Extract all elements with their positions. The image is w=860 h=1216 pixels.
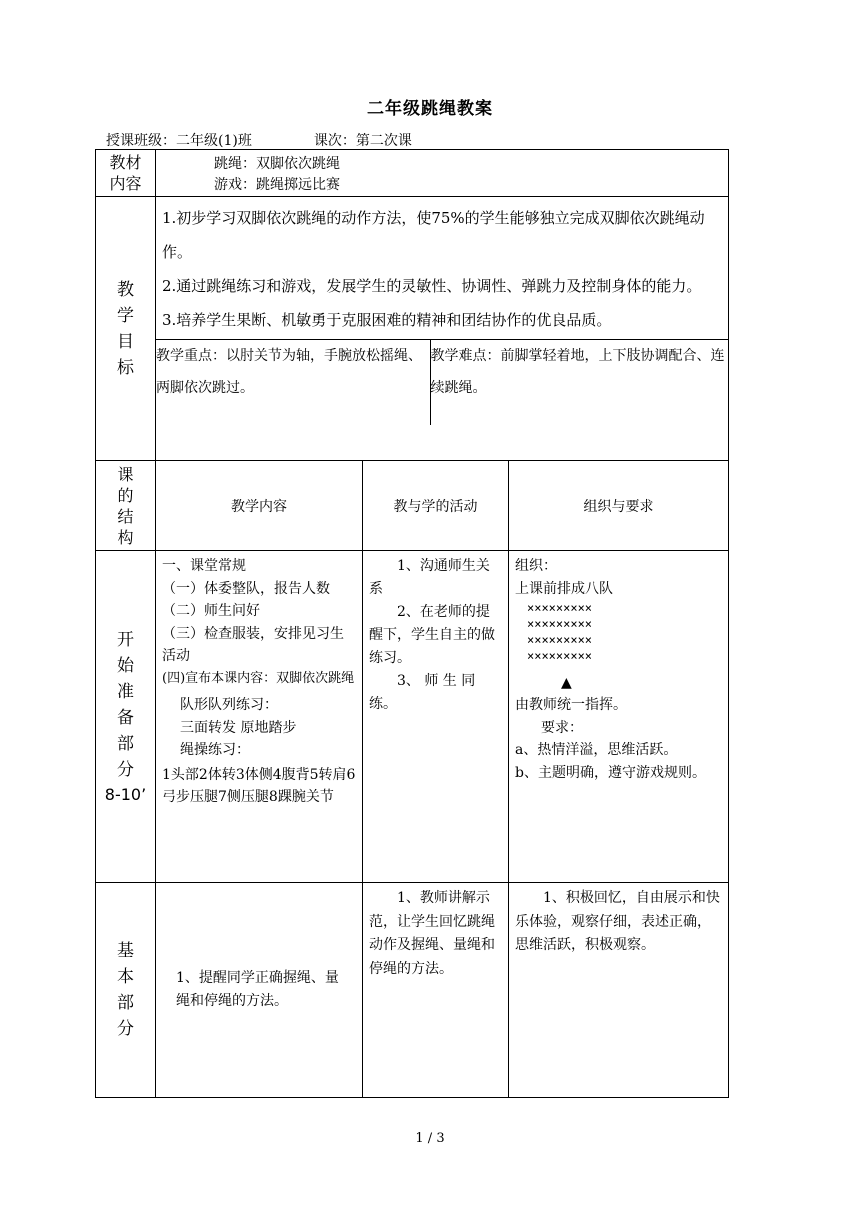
lesson-plan-table bbox=[95, 149, 729, 1098]
content-header: 教学内容 bbox=[156, 461, 363, 551]
goals-label-cell bbox=[96, 197, 156, 461]
class-info: 授课班级：二年级(1)班 bbox=[106, 133, 252, 149]
teacher-marker-icon: ▲ bbox=[561, 675, 572, 691]
requirement-b: b、主题明确，遵守游戏规则。 bbox=[515, 764, 706, 781]
start-content-line: 三面转发 原地踏步 bbox=[180, 719, 297, 736]
goal-item-1: 1.初步学习双脚依次跳绳的动作方法，使75%的学生能够独立完成双脚依次跳绳动作。 bbox=[162, 209, 705, 261]
start-activity-line: 3、 师 生 同练。 bbox=[369, 673, 476, 712]
start-content-line: （三）检查服装，安排见习生活动 bbox=[162, 625, 344, 664]
start-label-cell bbox=[96, 551, 156, 883]
document-title: 二年级跳绳教案 bbox=[367, 99, 493, 119]
formation-row: ××××××××× bbox=[527, 617, 593, 631]
start-content-line: 1头部2体转3体侧4腹背5转肩6弓步压腿7侧压腿8踝腕关节 bbox=[162, 766, 356, 805]
basic-organization: 1、积极回忆，自由展示和快乐体验，观察仔细，表述正确，思维活跃，积极观察。 bbox=[509, 883, 729, 1098]
start-content-line: 队形队列练习： bbox=[180, 697, 278, 713]
start-organization-cell bbox=[509, 551, 729, 883]
start-content-line: （一）体委整队，报告人数 bbox=[162, 580, 330, 597]
start-time: 8-10’ bbox=[104, 784, 147, 804]
material-line-2: 游戏：跳绳掷远比赛 bbox=[214, 177, 340, 193]
command-text: 由教师统一指挥。 bbox=[515, 697, 627, 713]
goals-label: 教学目标 bbox=[117, 279, 134, 378]
org-label: 组织： bbox=[515, 558, 557, 574]
organization-header: 组织与要求 bbox=[509, 461, 729, 551]
lesson-meta bbox=[106, 130, 412, 150]
start-content-cell bbox=[156, 551, 363, 883]
formation-label: 上课前排成八队 bbox=[515, 580, 613, 597]
start-content-line: 绳操练习： bbox=[180, 742, 250, 758]
materials-label: 教材内容 bbox=[109, 153, 142, 193]
goal-item-2: 2.通过跳绳练习和游戏，发展学生的灵敏性、协调性、弹跳力及控制身体的能力。 bbox=[162, 277, 702, 295]
structure-header: 课的结构 bbox=[117, 464, 134, 547]
goals-cell bbox=[156, 197, 729, 461]
difficulty: 教学难点：前脚掌轻着地，上下肢协调配合、连续跳绳。 bbox=[430, 340, 728, 426]
goal-item-3: 3.培养学生果断、机敏勇于克服困难的精神和团结协作的优良品质。 bbox=[162, 311, 612, 329]
activity-header: 教与学的活动 bbox=[363, 461, 509, 551]
lesson-number: 课次：第二次课 bbox=[313, 133, 412, 149]
formation-row: ××××××××× bbox=[527, 601, 593, 615]
formation-row: ××××××××× bbox=[527, 633, 593, 647]
announce-label: (四)宣布本课内容： bbox=[162, 670, 277, 686]
key-point: 教学重点：以肘关节为轴，手腕放松摇绳、两脚依次跳过。 bbox=[156, 348, 422, 396]
announce-topic: 双脚依次跳绳 bbox=[276, 670, 355, 686]
page-number: 1 / 3 bbox=[415, 1131, 445, 1146]
key-difficulty-table bbox=[156, 339, 728, 425]
start-activity-cell bbox=[363, 551, 509, 883]
start-label: 开始准备部分 bbox=[117, 629, 134, 780]
start-content-line: 一、课堂常规 bbox=[162, 558, 246, 574]
start-activity-line: 1、沟通师生关系 bbox=[369, 558, 490, 597]
start-content-line: （二）师生问好 bbox=[162, 603, 260, 619]
basic-content: 1、提醒同学正确握绳、量绳和停绳的方法。 bbox=[156, 883, 363, 1098]
start-activity-line: 2、在老师的提醒下，学生自主的做练习。 bbox=[369, 604, 495, 666]
materials-cell bbox=[156, 150, 729, 197]
basic-activity: 1、教师讲解示范，让学生回忆跳绳动作及握绳、量绳和停绳的方法。 bbox=[363, 883, 509, 1098]
requirement-a: a、热情洋溢，思维活跃。 bbox=[515, 742, 678, 758]
formation-row: ××××××××× bbox=[527, 649, 593, 663]
basic-label-cell bbox=[96, 883, 156, 1098]
structure-header-cell bbox=[96, 461, 156, 551]
basic-label: 基本部分 bbox=[117, 941, 134, 1039]
start-content-line bbox=[162, 668, 356, 691]
material-line-1: 跳绳：双脚依次跳绳 bbox=[214, 156, 340, 172]
materials-label-cell bbox=[96, 150, 156, 197]
requirements-label: 要求： bbox=[541, 719, 583, 736]
